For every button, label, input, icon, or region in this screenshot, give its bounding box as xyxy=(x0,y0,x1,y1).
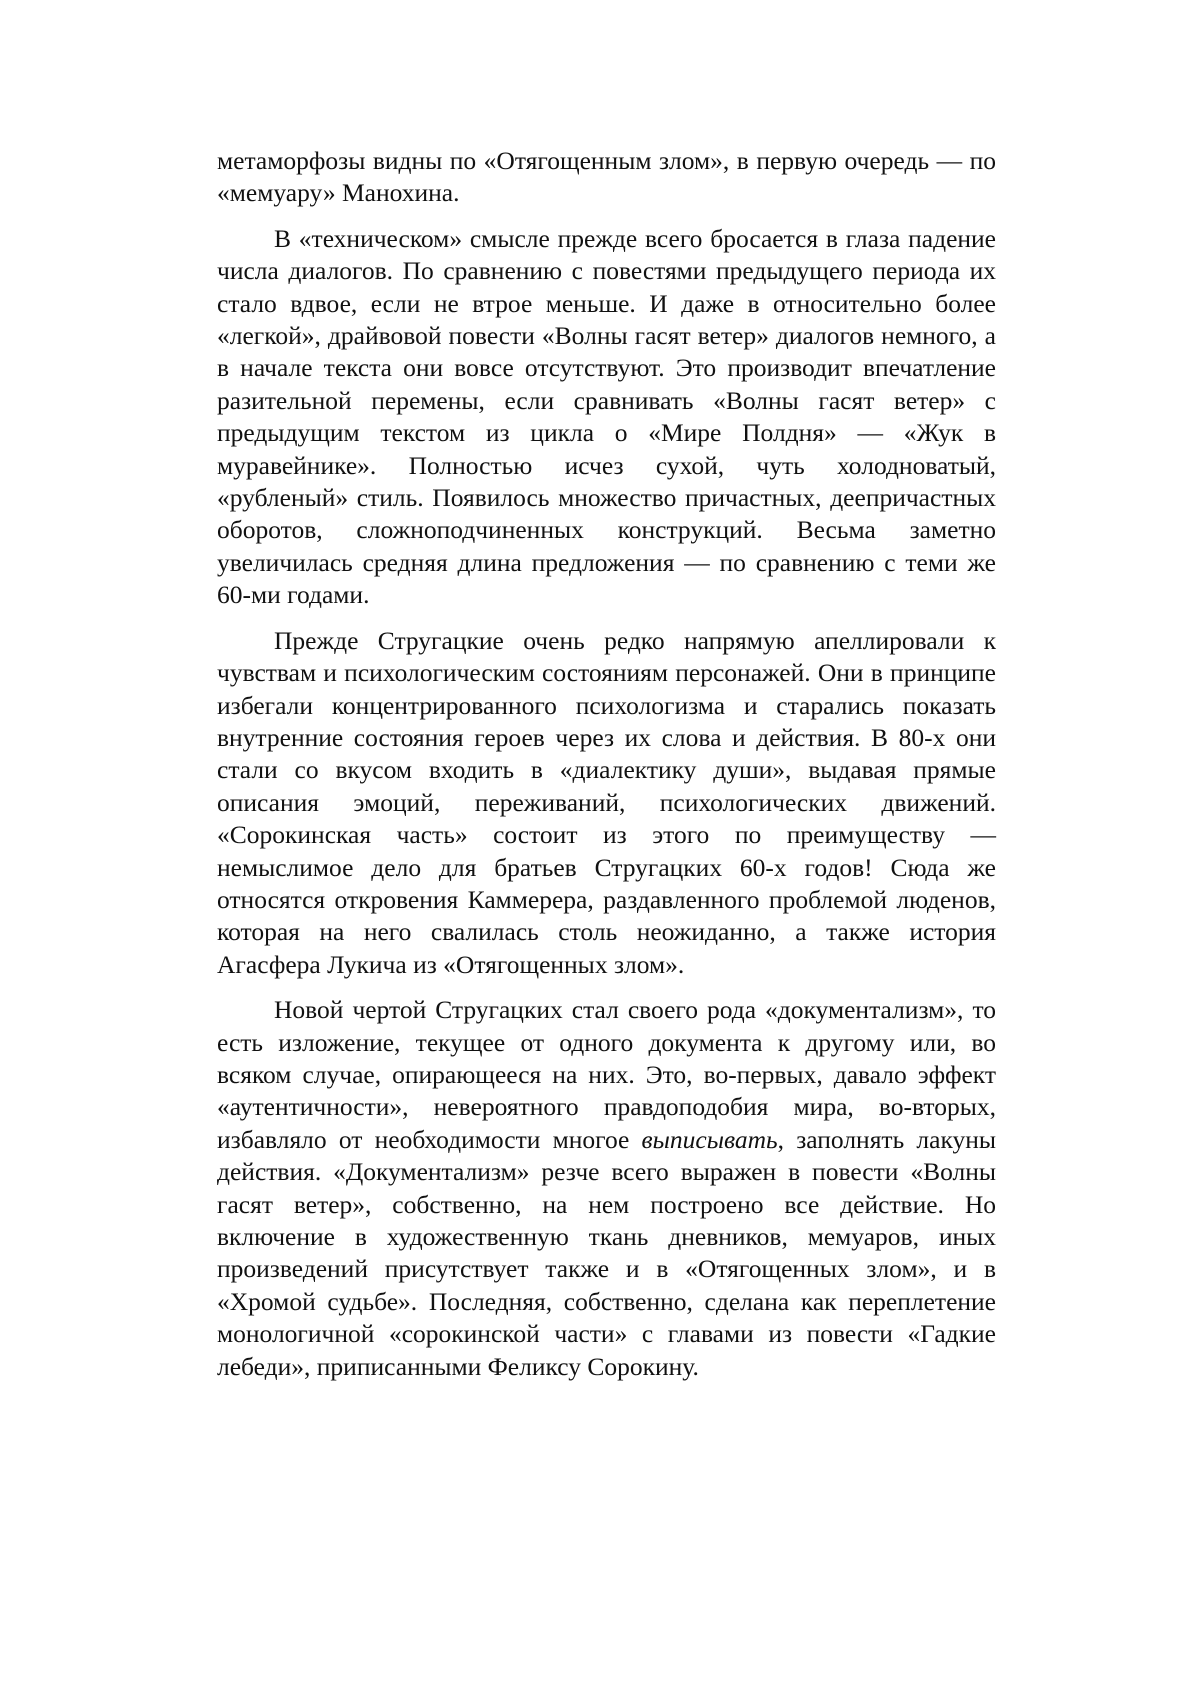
document-page xyxy=(217,145,996,1396)
paragraph-documentalism xyxy=(217,994,996,1383)
emphasized-word: выписывать xyxy=(641,1124,778,1154)
paragraph-technical-changes: В «техническом» смысле прежде всего бросается в глаза падение числа диалогов. По сравнению с повестями предыдущего периода их стало вдвое, если не втрое меньше. И даже в относительно более «легкой», драйвовой повести «Волны гасят ветер» диалогов немного, а в начале текста они вовсе отсутствуют. Это производит впечатление разительной перемены, если сравнивать «Волны гасят ветер» с предыдущим текстом из цикла о «Мире Полдня» — «Жук в муравейнике». Полностью исчез сухой, чуть холодноватый, «рубленый» стиль. Появилось множество причастных, деепричастных оборотов, сложноподчиненных конструкций. Весьма заметно увеличилась средняя длина предложения — по сравнению с теми же 60-ми годами. xyxy=(217,223,996,610)
paragraph-continuation: метаморфозы видны по «Отягощенным злом», в первую очередь — по «мемуару» Манохина. xyxy=(217,146,996,208)
paragraph-text-after-emphasis: , заполнять лакуны действия. «Документализм» резче всего выражен в повести «Волны гасят ветер», собственно, на нем построено все действие. Но включение в художественную ткань дневников, мемуаров, иных произведений присутствует также и в «Отягощенных злом», и в «Хромой судьбе». Последняя, собственно, сделана как переплетение монологичной «сорокинской части» с главами из повести «Гадкие лебеди», приписанными Феликсу Сорокину. xyxy=(217,1124,997,1381)
paragraph-psychologism: Прежде Стругацкие очень редко напрямую апеллировали к чувствам и психологическим состояниям персонажей. Они в принципе избегали концентрированного психологизма и старались показать внутренние состояния героев через их слова и действия. В 80-х они стали со вкусом входить в «диалектику души», выдавая прямые описания эмоций, переживаний, психологических движений. «Сорокинская часть» состоит из этого по преимуществу — немыслимое дело для братьев Стругацких 60-х годов! Сюда же относятся откровения Каммерера, раздавленного проблемой люденов, которая на него свалилась столь неожиданно, а также история Агасфера Лукича из «Отягощенных злом». xyxy=(217,625,996,979)
paragraph-text-before-emphasis: Новой чертой Стругацких стал своего рода «документализм», то есть изложение, текущее от одного документа к другому или, во всяком случае, опирающееся на них. Это, во-первых, давало эффект «аутентичности», невероятного правдоподобия мира, во-вторых, избавляло от необходимости многое xyxy=(217,995,996,1154)
